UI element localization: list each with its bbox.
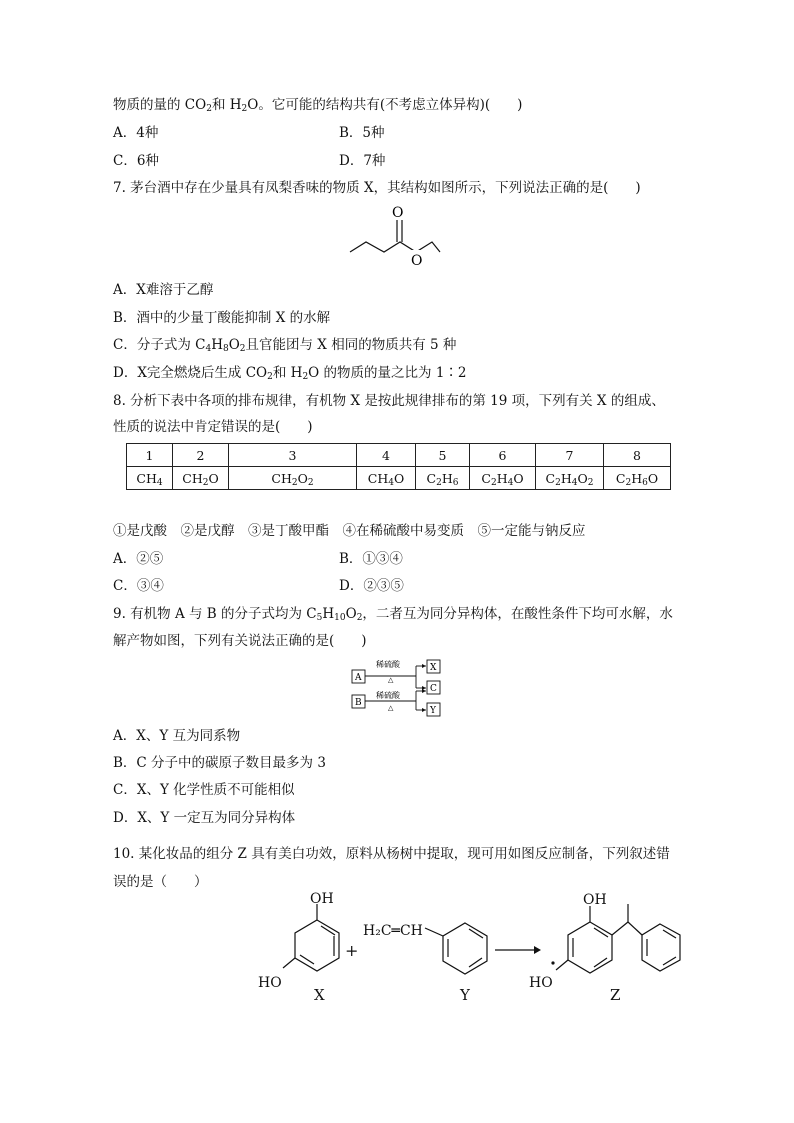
q9-reagent-bottom: 稀硫酸 [376,691,400,700]
q8-statements: ①是戊酸 ②是戊醇 ③是丁酸甲酯 ④在稀硫酸中易变质 ⑤一定能与钠反应 [113,523,586,539]
q6-option-d[interactable]: D．7种 [339,153,386,169]
q10-x-hydroxyl-bottom: HO [258,975,282,991]
q9-reagent-top: 稀硫酸 [376,660,400,669]
q9-heat-bottom: △ [388,704,394,712]
q9-box-b: B [355,698,362,708]
q10-stem-line2: 误的是（ ） [113,874,208,890]
q9-stem-line2: 解产物如图，下列有关说法正确的是( ) [113,633,367,649]
q8-table-formula-row [127,467,671,490]
q7-ester-oxygen: O [411,253,423,269]
q10-z-hydroxyl-top: OH [583,892,607,908]
q8-stem-line2: 性质的说法中肯定错误的是( ) [113,419,313,435]
q7-option-c[interactable]: C．分子式为 $C_4H_8O_2$且官能团与 X 相同的物质共有 5 种 [113,337,457,354]
q10-label-y: Y [460,986,470,1004]
q8-formula-8: $C_2H_6O$ [604,467,671,490]
q8-formula-3: $CH_2O_2$ [229,467,357,490]
q10-z-hydroxyl-bottom: HO [529,975,553,991]
q10-label-z: Z [610,986,621,1004]
q8-formula-4: $CH_4O$ [357,467,416,490]
q9-option-d[interactable]: D．X、Y 一定互为同分异构体 [113,810,296,826]
q6-option-a[interactable]: A．4种 [113,125,159,141]
q7-option-a[interactable]: A．X难溶于乙醇 [113,282,214,298]
q6-option-c[interactable]: C．6种 [113,153,159,169]
q8-table-header-row [127,444,671,467]
q8-col-6: 6 [470,444,536,467]
q9-option-a[interactable]: A．X、Y 互为同系物 [113,728,241,744]
q8-option-a[interactable]: A．②⑤ [113,551,164,567]
q9-box-y: Y [430,706,436,716]
q9-box-a: A [355,673,362,683]
q9-stem-line1: 9. 有机物 A 与 B 的分子式均为 $C_5H_{10}O_2$，二者互为同分异构体，在酸性条件下均可水解，水 [113,606,673,623]
q6-stem-tail: 物质的量的 $CO_2$和 $H_2O$。它可能的结构共有(不考虑立体异构)( ) [113,97,523,114]
q8-option-c[interactable]: C．③④ [113,578,164,594]
q7-stem: 7. 茅台酒中存在少量具有凤梨香味的物质 X，其结构如图所示，下列说法正确的是( ) [113,180,641,196]
q8-formula-5: $C_2H_6$ [416,467,470,490]
q10-vinyl-group: H₂C═CH [363,923,423,939]
q9-heat-top: △ [388,676,394,684]
q10-x-hydroxyl-top: OH [310,891,334,907]
q10-plus-sign: + [345,941,359,960]
q9-hydrolysis-diagram [350,658,445,718]
q8-col-4: 4 [357,444,416,467]
q9-option-c[interactable]: C．X、Y 化学性质不可能相似 [113,782,295,798]
q8-col-5: 5 [416,444,470,467]
q8-col-8: 8 [604,444,671,467]
q8-option-d[interactable]: D．②③⑤ [339,578,404,594]
q8-col-1: 1 [127,444,173,467]
q7-ester-structure [340,200,450,276]
q6-option-b[interactable]: B．5种 [339,125,385,141]
q8-col-2: 2 [173,444,229,467]
q8-col-7: 7 [536,444,604,467]
q10-reaction-scheme [250,890,690,1015]
q8-col-3: 3 [229,444,357,467]
q9-box-c: C [430,684,437,694]
q10-stem-line1: 10. 某化妆品的组分 Z 具有美白功效，原料从杨树中提取，现可用如图反应制备，下列叙述错 [113,846,670,862]
q7-option-d[interactable]: D．X完全燃烧后生成 $CO_2$和 $H_2O$ 的物质的量之比为 1∶2 [113,365,467,382]
q9-box-x: X [430,663,437,673]
q8-sequence-table [126,443,671,490]
q9-option-b[interactable]: B．C 分子中的碳原子数目最多为 3 [113,755,326,771]
q8-stem-line1: 8. 分析下表中各项的排布规律，有机物 X 是按此规律排布的第 19 项，下列有关 X 的组成、 [113,393,665,409]
q7-carbonyl-oxygen: O [392,205,404,221]
q8-formula-7: $C_2H_4O_2$ [536,467,604,490]
q10-label-x: X [314,986,325,1004]
q8-option-b[interactable]: B．①③④ [339,551,403,567]
q8-formula-6: $C_2H_4O$ [470,467,536,490]
q8-formula-1: $CH_4$ [127,467,173,490]
q8-formula-2: $CH_2O$ [173,467,229,490]
q7-option-b[interactable]: B．酒中的少量丁酸能抑制 X 的水解 [113,310,331,326]
